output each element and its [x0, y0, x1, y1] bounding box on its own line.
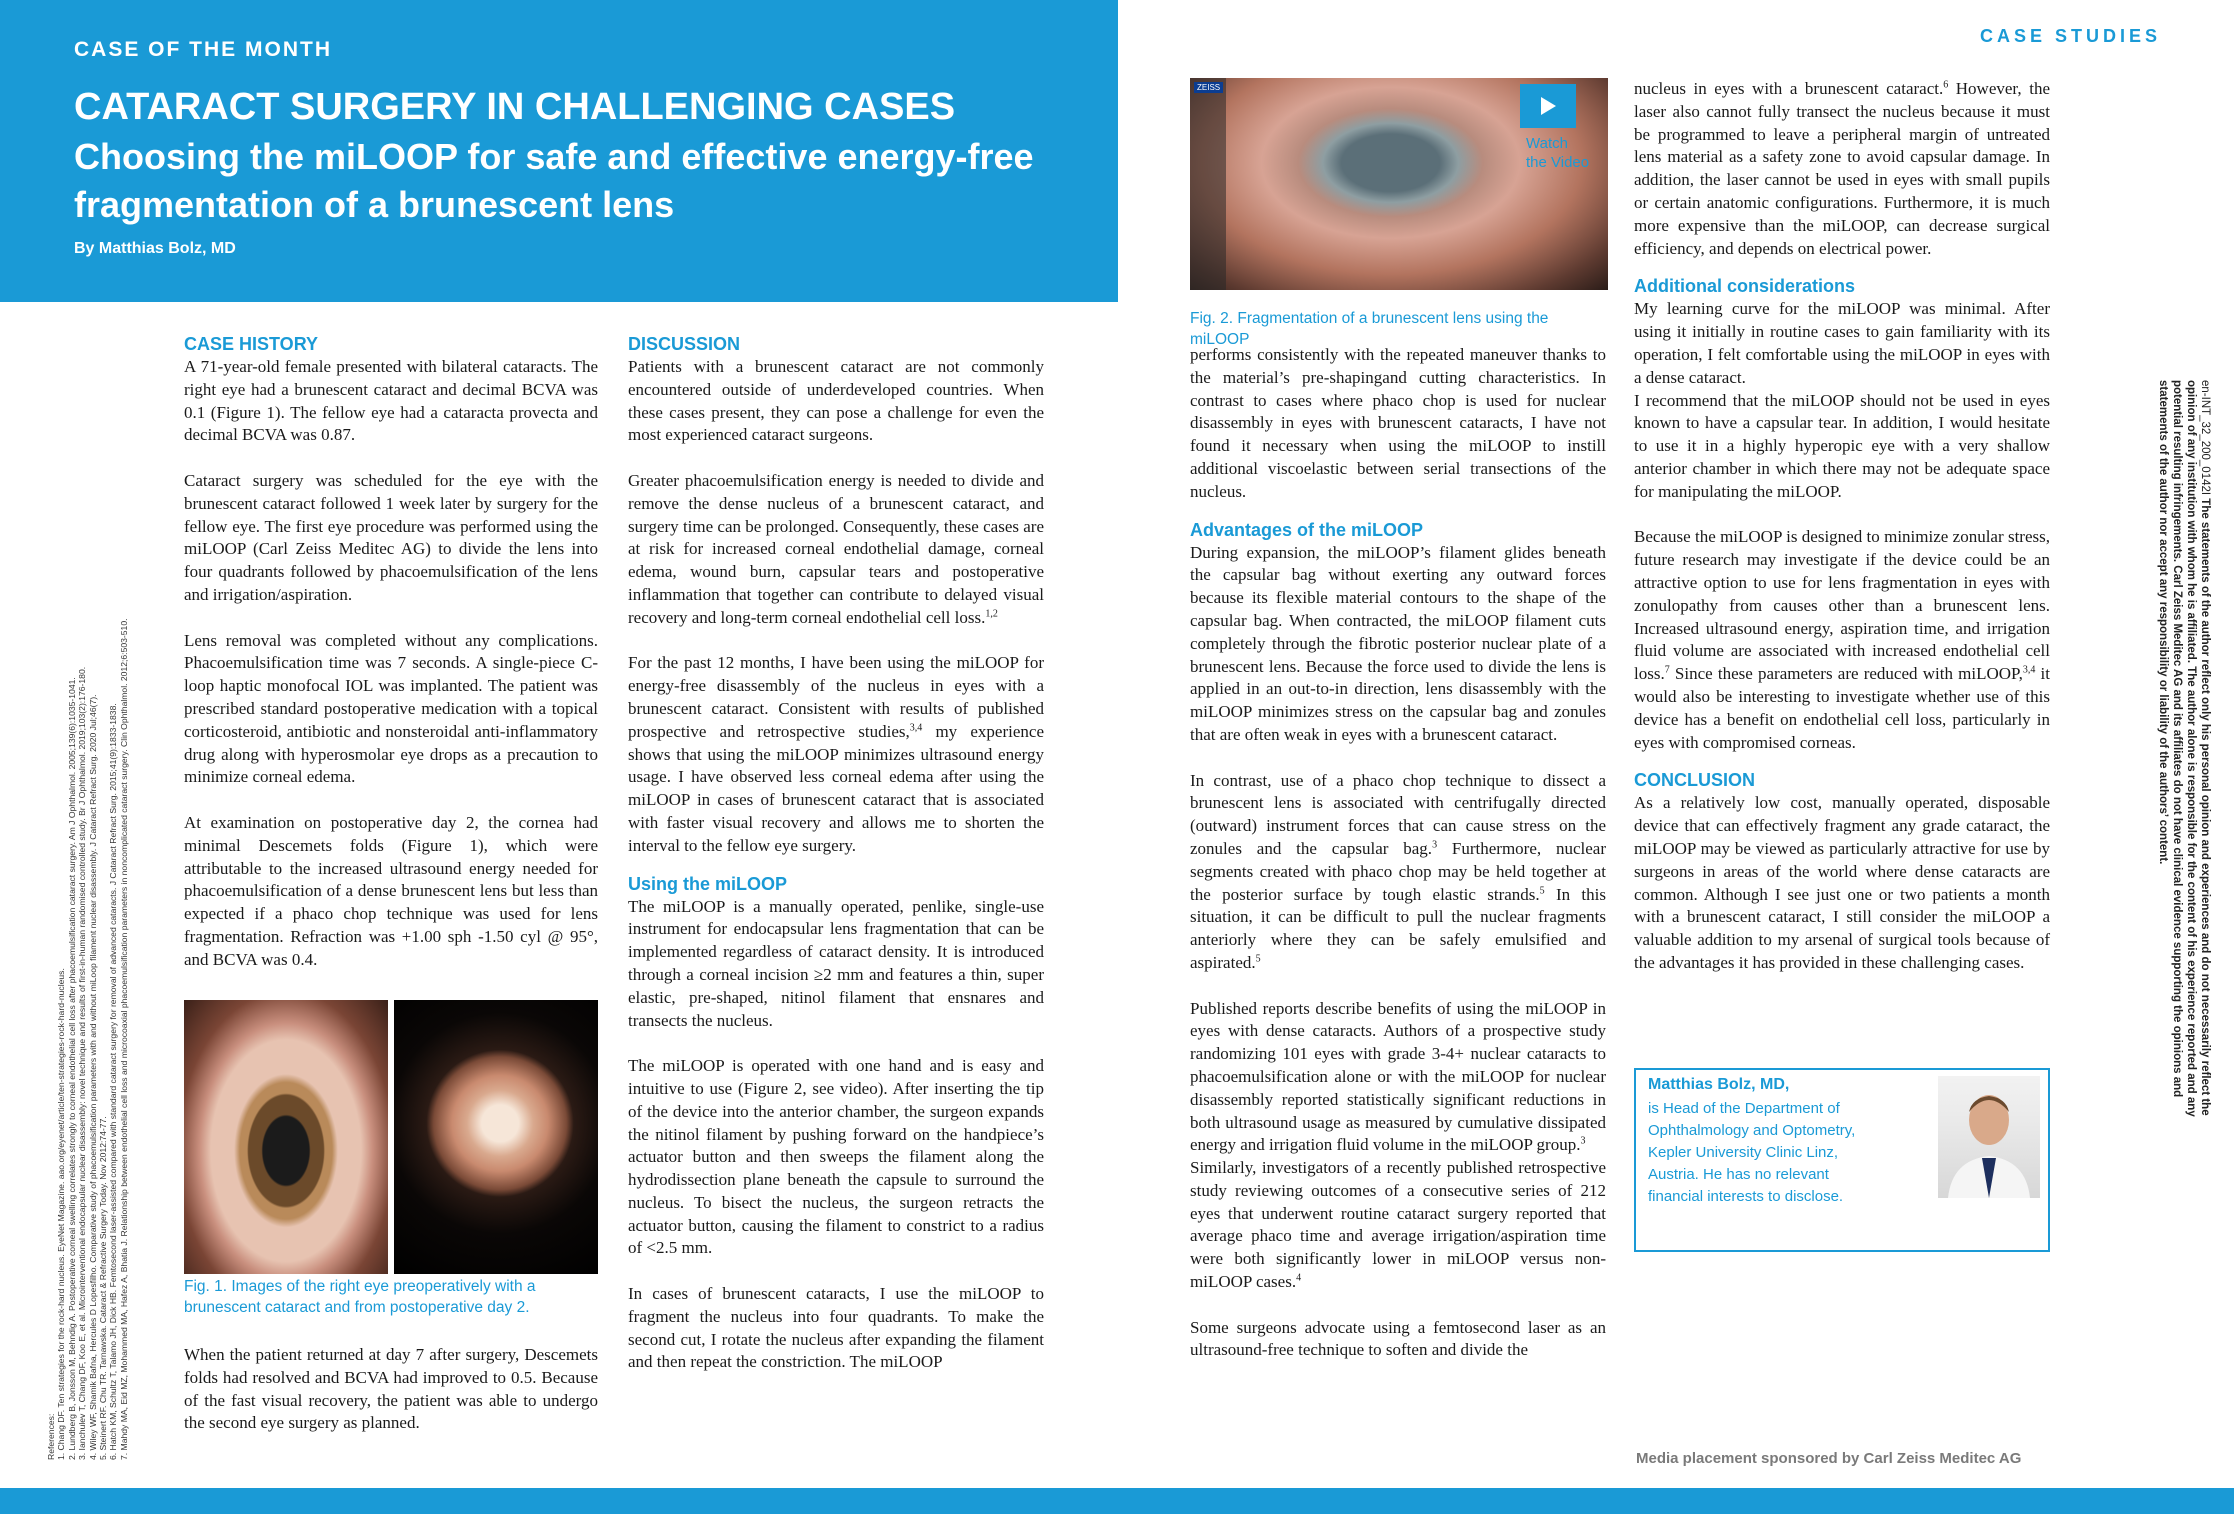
case-history-paragraph: Cataract surgery was scheduled for the eye with the brunescent cataract followed 1 week later by surgery for the fellow eye. The first eye procedure was performed using the miLOOP (Carl Zeiss Meditec AG) to divide the lens into four quadrants followed by phacoemulsification of the lens and irrigation/aspiration. — [184, 470, 598, 604]
document-code: en-INT_32_200_0142I — [2199, 380, 2211, 496]
paragraph-text: For the past 12 months, I have been using the miLOOP for energy-free disassembly of the nucleus in eyes with a brunescent cataract. Consistent with results of published prospective and retrospective studies, — [628, 653, 1044, 741]
author-portrait-icon — [1938, 1076, 2040, 1198]
video-side-toolbar — [1190, 78, 1226, 290]
body-paragraph: performs consistently with the repeated maneuver thanks to the material’s pre-shapingand cutting characteristics. In contrast to cases where phaco chop is used for nuclear disassembly in eyes with brunescent cataracts, I have not found it necessary when using the miLOOP to instill additional viscoelastic between serial transections of the nucleus. — [1190, 345, 1606, 501]
body-paragraph: My learning curve for the miLOOP was minimal. After using it initially in routine cases to gain familiarity with its operation, I felt comfortable using the miLOOP in eyes with a dense cataract. — [1634, 299, 2050, 387]
body-paragraph: During expansion, the miLOOP’s filament glides beneath the capsular bag without exerting any outward forces because its flexible material contours to the shape of the capsular bag. When contracted, the miLOOP filament cuts completely through the fibrotic posterior nuclear plate of a brunescent lens. Because the force used to divide the lens is applied in an out-to-in direction, lens disassembly with the miLOOP minimizes stress on the capsular bag and zonules that are often weak in eyes with a brunescent cataract. — [1190, 542, 1606, 744]
body-paragraph: I recommend that the miLOOP should not be used in eyes known to have a capsular tear. In addition, I would hesitate to use it in a highly hyperopic eye with a very shallow anterior chamber in which there may not be adequate space for manipulating the miLOOP. — [1634, 390, 2050, 501]
body-paragraph — [1190, 998, 1606, 1158]
footer-bar — [0, 1488, 2234, 1514]
citation: 3 — [1432, 839, 1438, 851]
column-4 — [1634, 78, 2050, 975]
column-case-history — [184, 332, 598, 994]
case-history-paragraph: Lens removal was completed without any complications. Phacoemulsification time was 7 seconds. A single-piece C-loop haptic monofocal IOL was implanted. The patient was prescribed standard postoperative medication with a topical corticosteroid, antibiotic and nonsteroidal anti-inflammatory drug along with hyperosmolar eye drops as a precaution to minimize corneal edema. — [184, 630, 598, 787]
reference-item: 2. Lundberg B, Jonsson M, Behndig A. Postoperative corneal swelling correlates strongly to corneal endothelial cell loss after phacoemulsification cataract surgery. Am J Ophthalmol. 2005;139(6):1035-1041. — [66, 677, 77, 1460]
kicker: CASE OF THE MONTH — [74, 38, 332, 61]
citation: 5 — [1255, 953, 1261, 965]
using-miloop-heading: Using the miLOOP — [628, 873, 788, 894]
reference-item: 3. Ianchulev T, Chang DF, Koo E, et al. Microinterventional endocapsular nuclear disassembly: novel technique and results of first-in-human randomised controlled study. Br J Ophthalmol. 2019;103(2):176-180. — [77, 666, 88, 1460]
body-paragraph — [1634, 78, 2050, 260]
body-paragraph: Some surgeons advocate using a femtosecond laser as an ultrasound-free technique to soften and divide the — [1190, 1317, 1606, 1360]
column-discussion — [628, 332, 1044, 1374]
body-paragraph — [1190, 770, 1606, 975]
case-history-paragraph: A 71-year-old female presented with bilateral cataracts. The right eye had a brunescent cataract and decimal BCVA was 0.1 (Figure 1). The fellow eye had a cataracta provecta and decimal BCVA was 0.87. — [184, 357, 598, 445]
citation: 3,4 — [2022, 664, 2036, 676]
paragraph-text: However, the laser also cannot fully transect the nucleus because it must be programmed to leave a peripheral margin of untreated lens material as a safety zone to avoid capsular damage. In addition, the laser cannot be used in eyes with small pupils or certain anatomic configurations. Furthermore, it is much more expensive than the miLOOP, can decrease surgical efficiency, and depends on electrical power. — [1634, 79, 2050, 258]
article-title: CATARACT SURGERY IN CHALLENGING CASES — [74, 86, 956, 128]
case-history-paragraph: When the patient returned at day 7 after surgery, Descemets folds had resolved and BCVA had improved to 0.5. Because of the fast visual recovery, the patient was able to undergo the second eye surgery as planned. — [184, 1345, 598, 1433]
citation: 5 — [1539, 884, 1545, 896]
references-title: References: — [46, 1413, 56, 1460]
paragraph-text: it would also be interesting to investigate whether use of this device has a benefit on endothelial cell loss, particularly in eyes with compromised corneas. — [1634, 664, 2050, 752]
discussion-paragraph: In cases of brunescent cataracts, I use the miLOOP to fragment the nucleus into four quadrants. To make the second cut, I rotate the nucleus after expanding the filament and then repeat the constriction. The miLOOP — [628, 1284, 1044, 1372]
conclusion-heading: CONCLUSION — [1634, 770, 1755, 791]
reference-item: 1. Chang DF. Ten strategies for the rock-hard nucleus. EyeNet Magazine. aao.org/eyenet/article/ten-strategies-rock-hard-nucleus. — [56, 968, 67, 1460]
citation: 1,2 — [985, 608, 998, 620]
citation: 6 — [1943, 79, 1949, 91]
discussion-paragraph: The miLOOP is a manually operated, penlike, single-use instrument for endocapsular lens fragmentation that can be implemented regardless of cataract density. It is introduced through a corneal incision ≥2 mm and features a thin, super elastic, pre-shaped, nitinol filament that ensnares and transects the nucleus. — [628, 896, 1044, 1030]
watch-line: the Video — [1526, 154, 1590, 171]
citation: 3 — [1580, 1135, 1586, 1147]
author-name: Matthias Bolz, MD, — [1648, 1076, 1790, 1093]
sponsor-note: Media placement sponsored by Carl Zeiss Meditec AG — [1636, 1450, 2022, 1467]
paragraph-text: In this situation, it can be difficult to pull the nuclear fragments anteriorly where they can be safely emulsified and aspirated. — [1190, 884, 1606, 972]
postoperative-eye-photo — [394, 1000, 598, 1274]
discussion-paragraph: Patients with a brunescent cataract are not commonly encountered outside of underdeveloped countries. When these cases present, they can pose a challenge for even the most experienced cataract surgeons. — [628, 357, 1044, 445]
paragraph-text: Published reports describe benefits of using the miLOOP in eyes with dense cataracts. Authors of a prospective study randomizing 101 eyes with grade 3-4+ nuclear cataracts to phacoemulsification alone or with the miLOOP for nuclear disassembly reported statistically significant reductions in both ultrasound usage as measured by cumulative dissipated energy and irrigation fluid volume in the miLOOP group. — [1190, 998, 1606, 1155]
watch-video-link[interactable] — [1526, 134, 1589, 172]
discussion-paragraph — [628, 470, 1044, 630]
preoperative-eye-photo — [184, 1000, 388, 1274]
case-history-heading: CASE HISTORY — [184, 334, 319, 354]
reference-item: 4. Wiley WF, Shamik Bafna, Hercules D Lopesfilho. Comparative study of phacoemulsification parameters with and without miLoop filament nuclear disassembly. J Cataract Refract Surg. 2020 Jul;46(7). — [87, 694, 98, 1460]
disclaimer-text: The statements of the author reflect only his personal opinion and experiences and do not necessarily reflect the opinion of any institution with whom he is affiliated. The author alone is responsible for the content of his experience reported and any potential resulting infringements. Carl Zeiss Meditec AG and its affiliates do not have clinical evidence supporting the opinions and statements of the author nor accept any responsibility or liability of the authors’ content. — [2157, 380, 2211, 1117]
paragraph-text: Greater phacoemulsification energy is needed to divide and remove the dense nucleus of a brunescent cataract, and surgery time can be prolonged. Consequently, these cases are at risk for increased corneal endothelial damage, corneal edema, wound burn, capsular tears and postoperative inflammation that together can contribute to delayed visual recovery and long-term corneal endothelial cell loss. — [628, 470, 1044, 627]
play-video-button[interactable] — [1520, 84, 1576, 128]
column-3 — [1190, 344, 1606, 1362]
paragraph-text: Similarly, investigators of a recently published retrospective study reviewing outcomes of a consecutive series of 212 eyes that underwent routine cataract surgery reported that average phaco time and average irrigation/aspiration time were both significantly lower in miLOOP versus non-miLOOP cases. — [1190, 1158, 1606, 1292]
byline: By Matthias Bolz, MD — [74, 240, 236, 257]
discussion-heading: DISCUSSION — [628, 334, 741, 354]
paragraph-text: Since these parameters are reduced with miLOOP, — [1669, 664, 2023, 684]
reference-item: 5. Steinert RF. Chu TR. Tarnawska. Cataract & Refractive Surgery Today. Nov 2012:74-77. — [98, 1116, 109, 1460]
body-paragraph: As a relatively low cost, manually operated, disposable device that can effectively fragment any grade cataract, the miLOOP may be viewed as particularly attractive for use by surgeons in areas of the world where dense cataracts are common. Although I see just one or two patients a month with a brunescent cataract, I still consider the miLOOP a valuable addition to my arsenal of surgical tools because of the advantages it has provided in these challenging cases. — [1634, 793, 2050, 972]
brand-badge: ZEISS — [1194, 82, 1223, 93]
case-history-paragraph: At examination on postoperative day 2, the cornea had minimal Descemets folds (Figure 1), which were attributable to the increased ultrasound energy needed for phacoemulsification of a dense brunescent lens but less than expected if a phaco chop technique was used for lens fragmentation. Refraction was +1.00 sph -1.50 cyl @ 95°, and BCVA was 0.4. — [184, 812, 598, 969]
section-tag: CASE STUDIES — [1980, 26, 2162, 46]
reference-item: 6. Hatch KM, Schultz T, Talamo JH, Dick HB. Femtosecond laser-assisted compared with standard cataract surgery for removal of advanced cataracts. J Cataract Refract Surg. 2015;41(9):1833-1838. — [108, 703, 119, 1460]
references — [46, 619, 129, 1461]
citation: 3,4 — [909, 722, 923, 734]
figure-2-caption: Fig. 2. Fragmentation of a brunescent lens using the miLOOP — [1190, 310, 1549, 348]
paragraph-text: my experience shows that using the miLOOP minimizes ultrasound energy usage. I have observed less corneal edema after using the miLOOP in cases of brunescent cataract that is associated with faster visual recovery and allows me to shorten the interval to the fellow eye surgery. — [628, 721, 1044, 855]
discussion-paragraph: The miLOOP is operated with one hand and is easy and intuitive to use (Figure 2, see video). After inserting the tip of the device into the anterior chamber, the surgeon expands the nitinol filament by pushing forward on the handpiece’s actuator button and then sweeps the filament along the hydrodissection plane beneath the capsule to surround the nucleus. To bisect the nucleus, the surgeon retracts the actuator button, causing the filament to constrict to a radius of <2.5 mm. — [628, 1056, 1044, 1258]
play-icon — [1539, 96, 1557, 116]
figure-1-caption: Fig. 1. Images of the right eye preoperatively with a brunescent cataract and from postoperative day 2. — [184, 1278, 536, 1316]
paragraph-text: Furthermore, nuclear segments created with phaco chop may be held together at the posterior surface by tough elastic strands. — [1190, 838, 1606, 904]
additional-considerations-heading: Additional considerations — [1634, 276, 1856, 297]
article-subtitle: Choosing the miLOOP for safe and effective energy-free fragmentation of a brunescent lens — [74, 136, 1034, 225]
body-paragraph — [1190, 1157, 1606, 1294]
body-paragraph — [1634, 526, 2050, 754]
paragraph-text: In contrast, use of a phaco chop technique to dissect a brunescent lens is associated with centrifugally directed (outward) instrument forces that can cause stress on the zonules and the capsular bag. — [1190, 770, 1606, 858]
disclaimer — [2156, 380, 2212, 1140]
author-photo — [1938, 1076, 2040, 1198]
citation: 7 — [1664, 664, 1670, 676]
paragraph-text: Because the miLOOP is designed to minimize zonular stress, future research may investigate if the device could be an attractive option to use for lens fragmentation in eyes with zonulopathy from causes other than a brunescent lens. Increased ultrasound energy, aspiration time, and irrigation fluid volume are associated with increased endothelial cell loss. — [1634, 527, 2050, 684]
watch-line: Watch — [1526, 135, 1568, 152]
column-case-history-end — [184, 1344, 598, 1435]
citation: 4 — [1296, 1272, 1302, 1284]
author-bio: is Head of the Department of Ophthalmology and Optometry, Kepler University Clinic Linz, Austria. He has no relevant financial interests to disclose. — [1648, 1100, 1856, 1205]
reference-item: 7. Mahdy MA, Eid MZ, Mohammed MA, Hafez A, Bhatia J. Relationship between endothelial cell loss and microcoaxial phacoemulsification parameters in noncomplicated cataract surgery. Clin Ophthalmol. 2012;6:503-510. — [118, 618, 129, 1460]
advantages-heading: Advantages of the miLOOP — [1190, 519, 1424, 540]
paragraph-text: nucleus in eyes with a brunescent cataract. — [1634, 79, 1944, 98]
discussion-paragraph — [628, 652, 1044, 857]
